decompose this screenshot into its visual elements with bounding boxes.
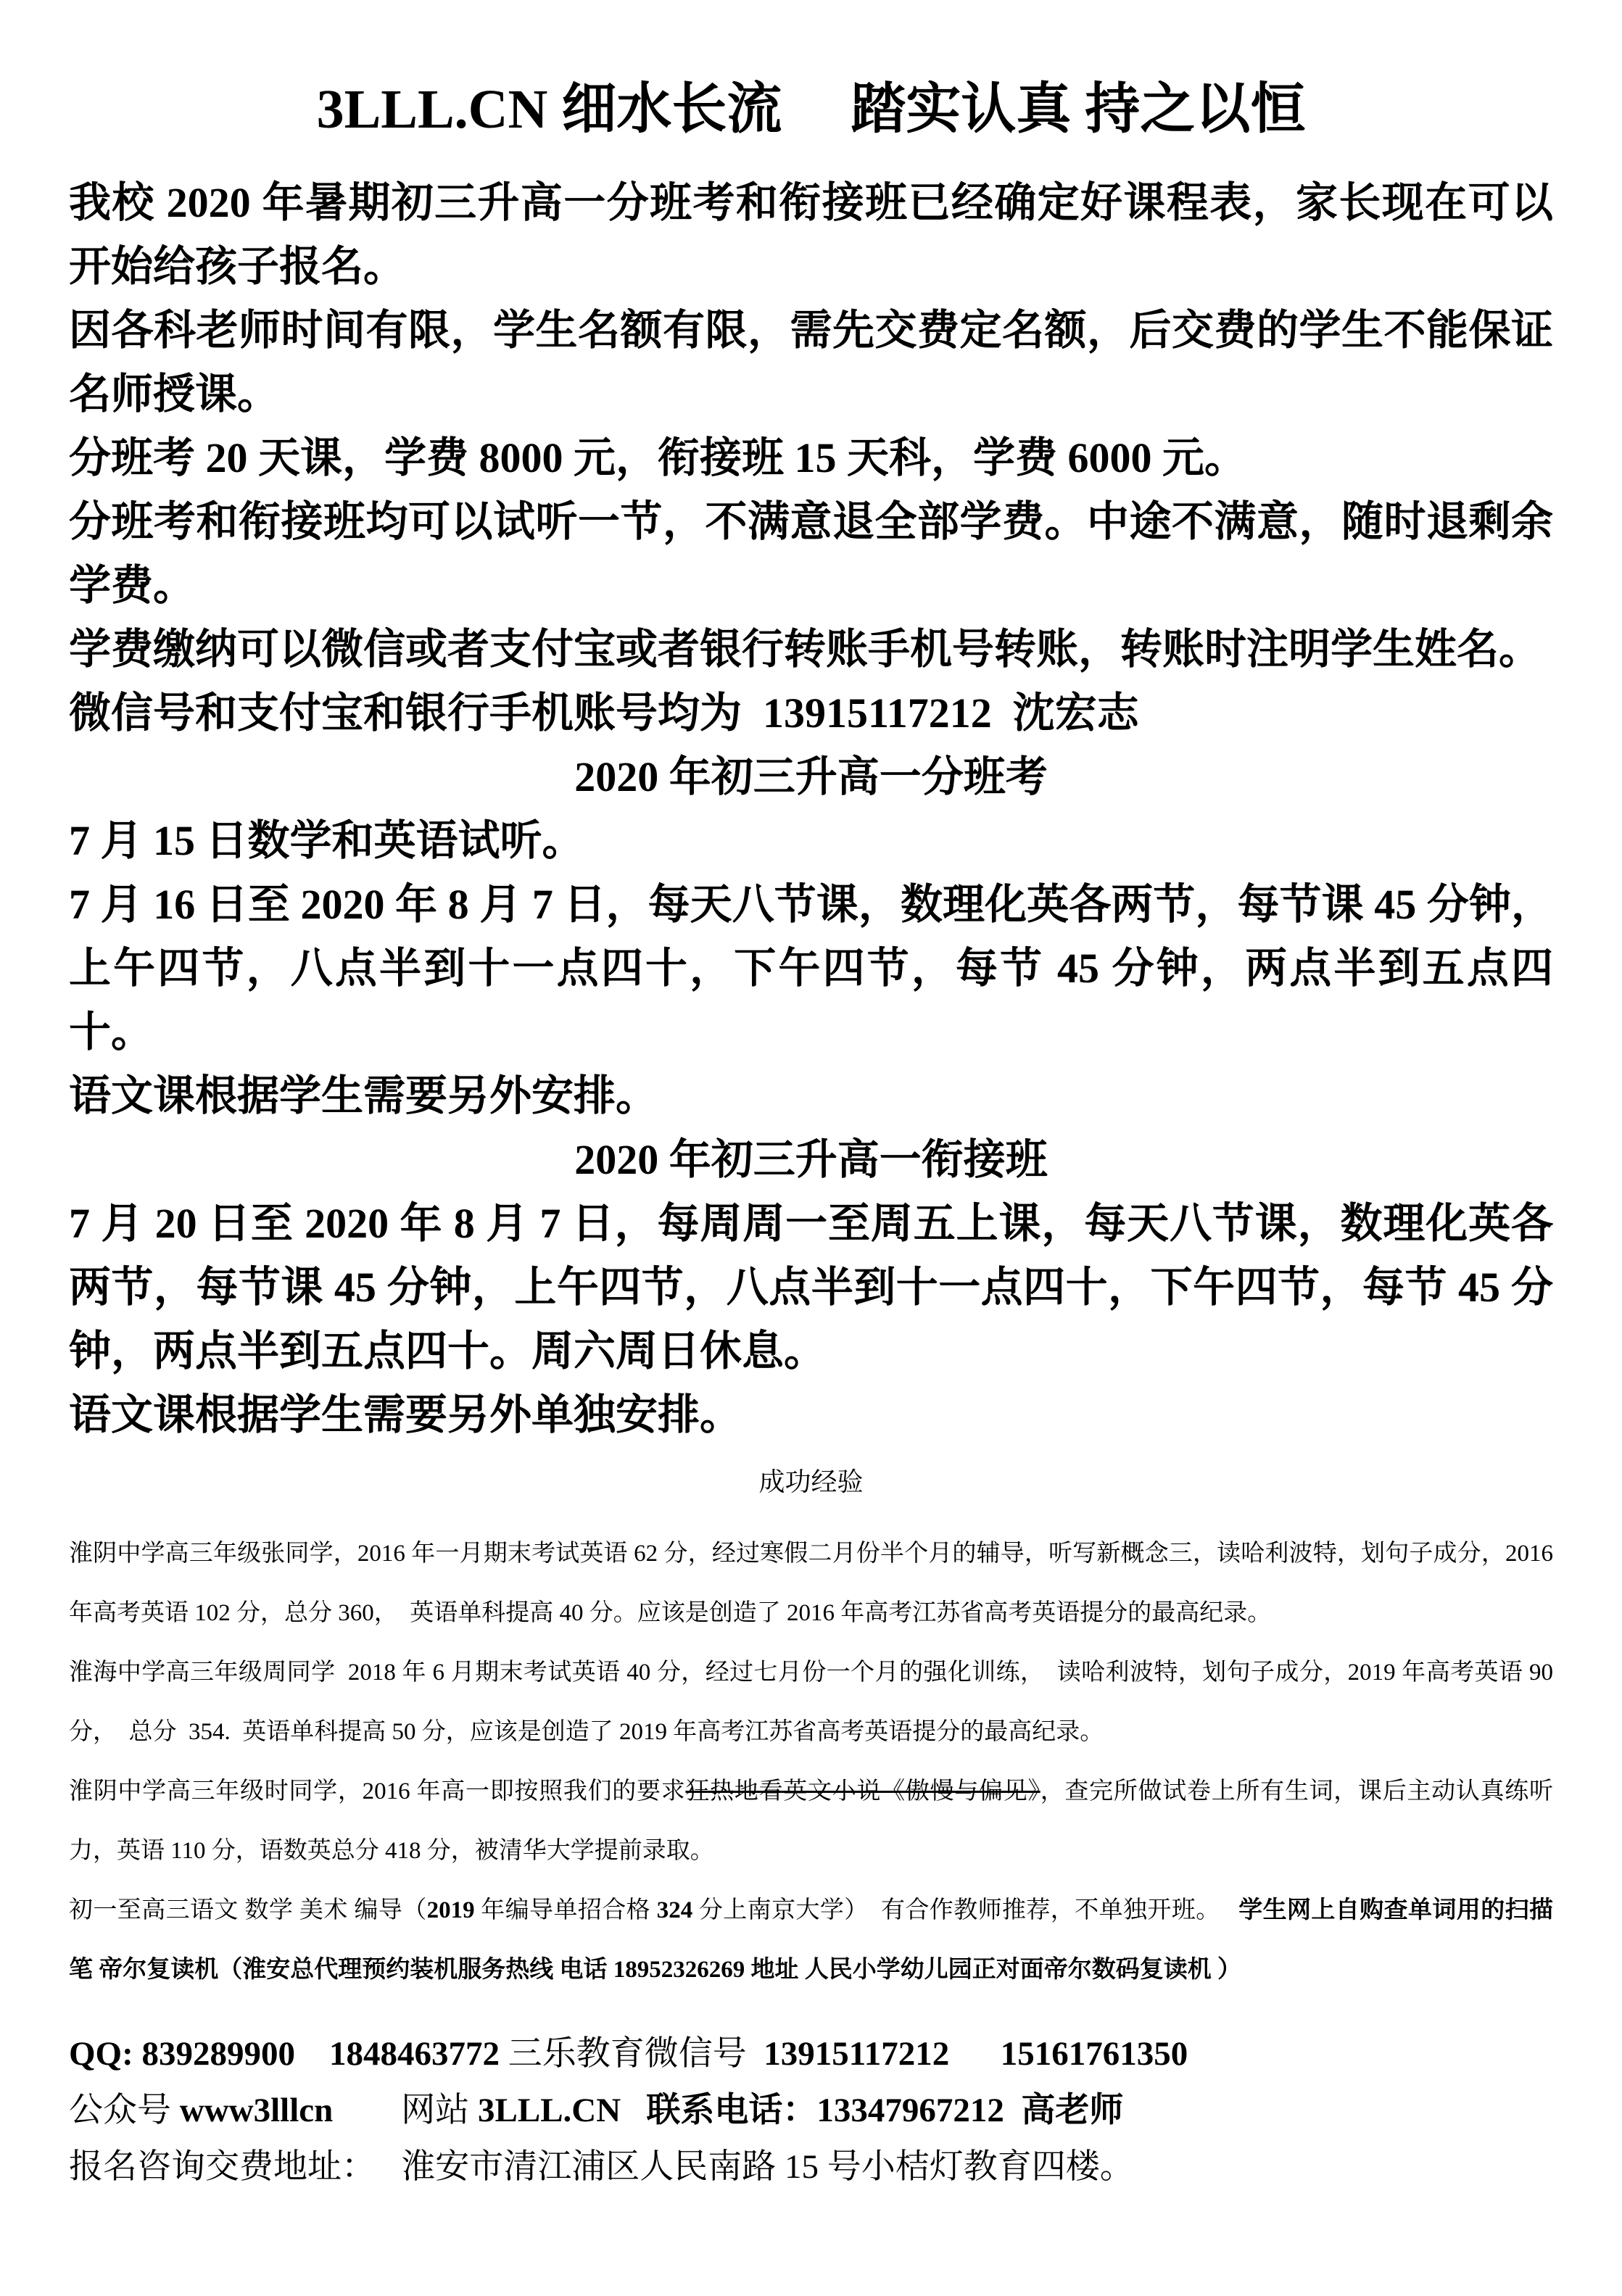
bridge-class-chinese-note: 语文课根据学生需要另外单独安排。 [69,1391,742,1438]
public-account-id: www3lllcn [179,2092,334,2129]
success-case-zhou: 淮海中学高三年级周同学 2018 年 6 月期末考试英语 40 分，经过七月份一个月的强化训练， 读哈利波特，划句子成分，2019 年高考英语 90 分， 总分 354. 英语单科提高 50 分，应该是创造了 2019 年高考江苏省高考英语提分的最高纪录。 [69,1659,1560,1745]
qq-numbers: QQ: 839289900 1848463772 [69,2035,508,2073]
contact-address-line: 报名咨询交费地址： 淮安市清江浦区人民南路 15 号小桔灯教育四楼。 [69,2148,1134,2186]
wechat-phone-numbers: 13915117212 15161761350 [755,2035,1188,2073]
section-heading-bridge-class: 2020 年初三升高一衔接班 [574,1136,1048,1183]
placement-exam-chinese-note: 语文课根据学生需要另外安排。 [69,1072,658,1119]
page-title: 3LLL.CN 细水长流 踏实认真 持之以恒 [316,79,1306,140]
struck-text-run: 狂热地看英文小说《傲慢与偏见》 [685,1778,1040,1804]
bold-text-run: 2019 [426,1897,475,1923]
section-heading-placement-exam: 2020 年初三升高一分班考 [574,753,1048,800]
text-run: 年编导单招合格 [474,1897,657,1923]
text-run: 淮阴中学高三年级时同学，2016 年高一即按照我们的要求 [69,1778,686,1804]
contact-website-line [69,2082,1553,2139]
bridge-class-schedule: 7 月 20 日至 2020 年 8 月 7 日，每周周一至周五上课，每天八节课，数理化英各两节，每节课 45 分钟，上午四节，八点半到十一点四十，下午四节，每节 45 分钟，两点半到五点四十。周六周日休息。 [69,1200,1553,1375]
success-case-shi [69,1762,1553,1881]
intro-paragraph-tuition: 分班考 20 天课，学费 8000 元，衔接班 15 天科，学费 6000 元。 [69,434,1247,481]
intro-paragraph-refund: 分班考和衔接班均可以试听一节，不满意退全部学费。中途不满意，随时退剩余学费。 [69,498,1553,609]
text-run: 初一至高三语文 数学 美术 编导（ [69,1897,427,1923]
placement-exam-schedule: 7 月 16 日至 2020 年 8 月 7 日，每天八节课，数理化英各两节，每节课 45 分钟，上午四节，八点半到十一点四十，下午四节，每节 45 分钟，两点半到五点四十。 [69,881,1553,1056]
other-subjects-paragraph [69,1881,1553,1999]
intro-paragraph-quota: 因各科老师时间有限，学生名额有限，需先交费定名额，后交费的学生不能保证名师授课。 [69,307,1553,418]
bold-text-run: 学生网上自购查单词用的扫描笔 帝尔复读机（淮安总代理预约装机服务热线 电话 18952326269 地址 人民小学幼儿园正对面帝尔数码复读机 ） [69,1897,1554,1983]
wechat-account-label: 三乐教育微信号 [508,2035,756,2073]
intro-paragraph-payment: 学费缴纳可以微信或者支付宝或者银行转账手机号转账，转账时注明学生姓名。 [69,626,1542,673]
website-label: 网站 [333,2092,478,2129]
text-run: ，查完所做试卷上所有生词，课后主动认真练听力，英语 110 分，语数英总分 418 分，被清华大学提前录取。 [69,1778,1554,1864]
success-case-zhang: 淮阴中学高三年级张同学，2016 年一月期末考试英语 62 分，经过寒假二月份半个月的辅导，听写新概念三，读哈利波特，划句子成分，2016 年高考英语 102 分，总分 360， 英语单科提高 40 分。应该是创造了 2016 年高考江苏省高考英语提分的最高纪录。 [69,1541,1560,1626]
contact-block [69,2026,1553,2195]
public-account-label: 公众号 [69,2092,180,2129]
success-stories-heading: 成功经验 [758,1467,864,1496]
intro-paragraph-account: 微信号和支付宝和银行手机账号均为 13915117212 沈宏志 [69,689,1139,737]
contact-qq-line [69,2026,1553,2082]
text-run: 分上南京大学） 有合作教师推荐，不单独开班。 [692,1897,1239,1923]
bold-text-run: 324 [656,1897,693,1923]
intro-paragraph-signup: 我校 2020 年暑期初三升高一分班考和衔接班已经确定好课程表，家长现在可以开始给孩子报名。 [69,179,1553,290]
website-and-phone: 3LLL.CN 联系电话：13347967212 高老师 [478,2092,1124,2129]
placement-exam-trial-date: 7 月 15 日数学和英语试听。 [69,817,584,864]
